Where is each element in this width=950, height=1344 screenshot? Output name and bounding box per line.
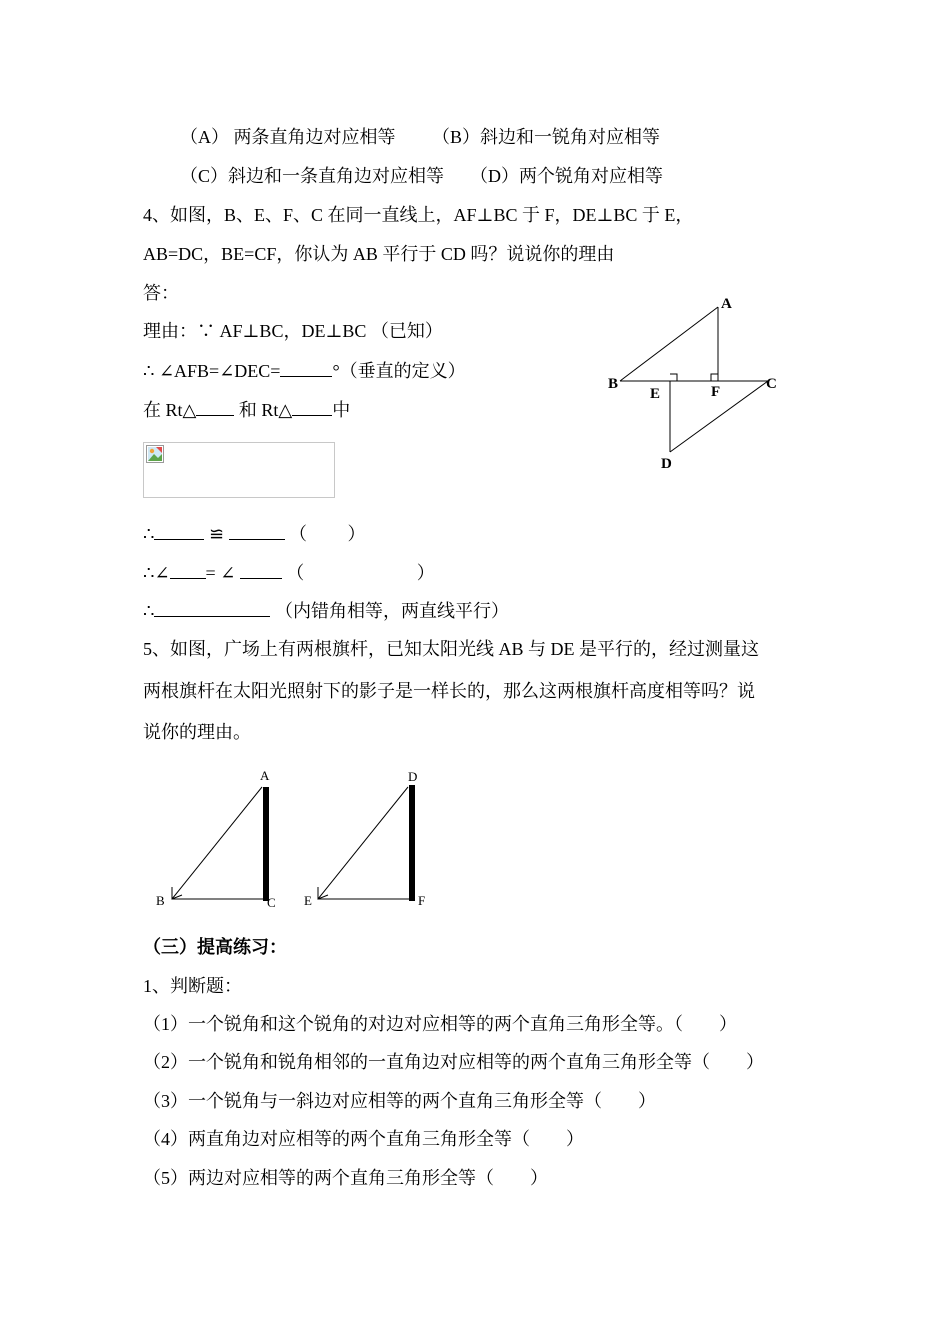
q4-step3-post: （ ）	[284, 524, 366, 544]
q4-step5	[143, 598, 509, 623]
label-e: E	[304, 893, 312, 908]
judgement-title: 1、判断题：	[143, 976, 242, 996]
section-heading: （三）提高练习：	[143, 937, 287, 957]
right-angle-mark-e	[670, 374, 677, 381]
label-f: F	[711, 384, 721, 400]
segment-ab	[620, 307, 718, 381]
q5-line2: 两根旗杆在太阳光照射下的影子是一样长的，那么这两根旗杆高度相等吗？说	[143, 681, 755, 701]
q4-step1-post: °（垂直的定义）	[332, 361, 466, 381]
right-angle-mark-f	[711, 374, 718, 381]
label-c: C	[267, 895, 276, 910]
q4-step1	[143, 358, 466, 383]
q5-line3: 说你的理由。	[143, 722, 251, 742]
q4-reason: 理由：∵ AF⊥BC，DE⊥BC （已知）	[143, 321, 443, 341]
judgement-item: （1）一个锐角和这个锐角的对边对应相等的两个直角三角形全等。（ ）	[143, 1014, 737, 1034]
broken-image-placeholder	[143, 442, 335, 498]
q4-step2-post: 中	[332, 400, 351, 420]
q5-line1: 5、如图，广场上有两根旗杆，已知太阳光线 AB 与 DE 是平行的，经过测量这	[143, 639, 759, 659]
label-d: D	[661, 456, 672, 472]
q4-step4-mid: = ∠	[205, 563, 240, 583]
judgement-item: （3）一个锐角与一斜边对应相等的两个直角三角形全等（ ）	[143, 1091, 656, 1111]
judgement-item: （5）两边对应相等的两个直角三角形全等（ ）	[143, 1168, 548, 1188]
sunray-ab	[172, 787, 262, 899]
label-e: E	[650, 386, 661, 402]
sunray-de	[318, 787, 408, 899]
angle2-blank[interactable]	[240, 560, 282, 579]
option-c: （C）斜边和一条直角边对应相等	[180, 166, 445, 186]
q4-step2-pre: 在 Rt△	[143, 400, 197, 420]
option-d: （D）两个锐角对应相等	[470, 166, 663, 186]
angle1-blank[interactable]	[170, 560, 206, 579]
q4-answer-label: 答：	[143, 283, 179, 303]
q4-stem-line2: AB=DC，BE=CF，你认为 AB 平行于 CD 吗？说说你的理由	[143, 244, 615, 264]
q4-step2-mid: 和 Rt△	[234, 400, 293, 420]
triangle2-blank[interactable]	[292, 397, 332, 416]
label-b: B	[608, 376, 619, 392]
option-a: （A） 两条直角边对应相等	[180, 127, 396, 147]
judgement-item: （4）两直角边对应相等的两个直角三角形全等（ ）	[143, 1129, 584, 1149]
q4-step4-post: （ ）	[281, 563, 435, 583]
q4-stem-line1: 4、如图，B、E、F、C 在同一直线上，AF⊥BC 于 F，DE⊥BC 于 E，	[143, 205, 694, 225]
label-a: A	[721, 296, 732, 312]
triangle1-blank[interactable]	[196, 397, 234, 416]
q4-step3-mid: ≌	[204, 524, 229, 544]
q4-step1-pre: ∴ ∠AFB=∠DEC=	[143, 361, 281, 381]
label-d: D	[408, 769, 418, 784]
congruent-right-blank[interactable]	[229, 521, 285, 540]
q4-step5-pre: ∴	[143, 601, 155, 621]
q4-step2	[143, 397, 350, 422]
q4-step3-pre: ∴	[143, 524, 155, 544]
judgement-item: （2）一个锐角和锐角相邻的一直角边对应相等的两个直角三角形全等（ ）	[143, 1052, 764, 1072]
broken-image-icon	[146, 445, 164, 463]
option-b: （B）斜边和一锐角对应相等	[432, 127, 661, 147]
q4-figure	[600, 290, 800, 480]
q4-step4-pre: ∴∠	[143, 563, 170, 583]
label-c: C	[766, 376, 777, 392]
q4-step4	[143, 560, 435, 585]
q4-step3	[143, 521, 366, 546]
q4-step5-post: （内错角相等，两直线平行）	[270, 601, 509, 621]
label-a: A	[260, 768, 270, 783]
label-b: B	[156, 893, 165, 908]
q5-figure	[150, 765, 440, 915]
angle-blank[interactable]	[280, 358, 332, 377]
congruent-left-blank[interactable]	[154, 521, 204, 540]
parallel-blank[interactable]	[154, 598, 270, 617]
label-f: F	[418, 893, 426, 908]
